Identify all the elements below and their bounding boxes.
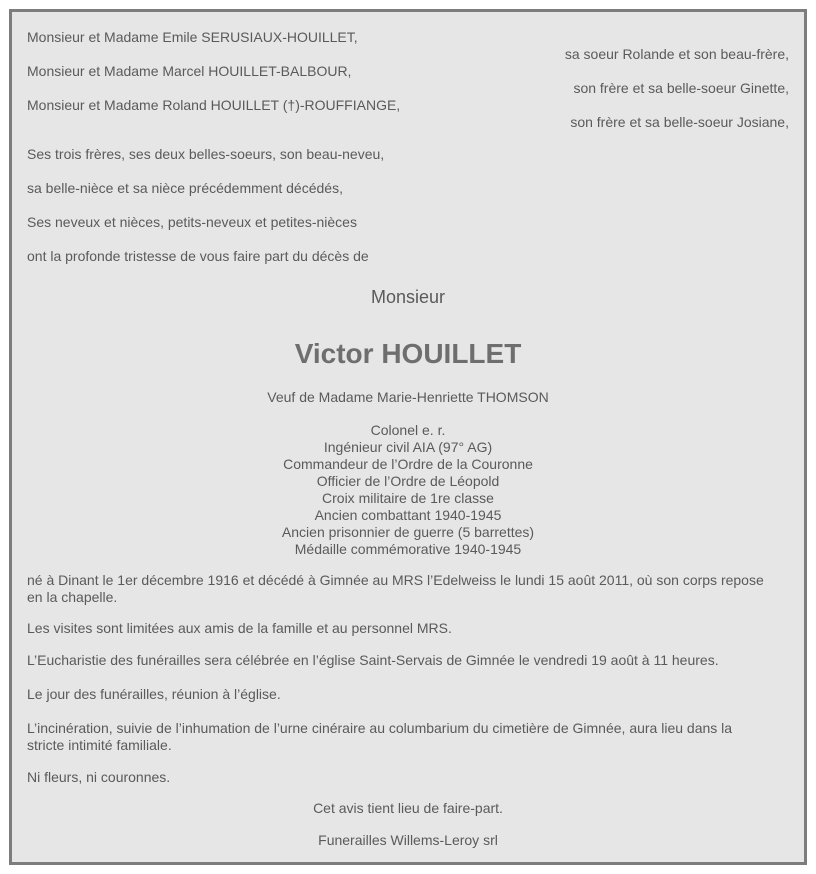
honor-item: Officier de l’Ordre de Léopold [316,473,500,489]
deceased-spouse: Veuf de Madame Marie-Henriette THOMSON [267,389,549,405]
honor-item: Ancien combattant 1940-1945 [314,507,502,523]
honor-item: Colonel e. r. [370,422,446,438]
deceased-name: Victor HOUILLET [294,338,522,369]
obituary-frame [9,9,807,865]
visits-paragraph: Les visites sont limitées aux amis de la famille et au personnel MRS. [27,620,452,636]
birth-death-paragraph: né à Dinant le 1er décembre 1916 et décédé à Gimnée au MRS l’Edelweiss le lundi 15 août 2011, où son corps repose en la chapelle. [27,572,764,605]
family-right-line: son frère et sa belle-soeur Ginette, [573,80,789,96]
honor-item: Médaille commémorative 1940-1945 [294,541,522,557]
intro-line: ont la profonde tristesse de vous faire part du décès de [27,248,369,264]
family-left-line: Monsieur et Madame Emile SERUSIAUX-HOUILLET, [27,29,358,45]
gathering-paragraph: Le jour des funérailles, réunion à l’église. [27,686,281,702]
honor-item: Ingénieur civil AIA (97° AG) [323,439,493,455]
cremation-paragraph: L’incinération, suivie de l’inhumation de l’urne cinéraire au columbarium du cimetière de Gimnée, aura lieu dans la stricte intimité familiale. [27,720,733,753]
family-right-line: sa soeur Rolande et son beau-frère, [564,46,789,62]
honor-item: Ancien prisonnier de guerre (5 barrettes) [281,524,535,540]
intro-line: Ses trois frères, ses deux belles-soeurs, son beau-neveu, [27,146,385,162]
no-flowers-paragraph: Ni fleurs, ni couronnes. [27,769,171,785]
intro-line: sa belle-nièce et sa nièce précédemment décédés, [27,180,343,196]
notice-line: Cet avis tient lieu de faire-part. [313,800,503,816]
honor-item: Commandeur de l’Ordre de la Couronne [283,456,533,472]
family-right-line: son frère et sa belle-soeur Josiane, [570,114,789,130]
honor-item: Croix militaire de 1re classe [322,490,494,506]
honors-list [12,422,804,558]
family-left-line: Monsieur et Madame Roland HOUILLET (†)-ROUFFIANGE, [27,97,401,113]
intro-line: Ses neveux et nièces, petits-neveux et petites-nièces [27,214,357,230]
deceased-title: Monsieur [370,287,446,307]
family-left-line: Monsieur et Madame Marcel HOUILLET-BALBOUR, [27,63,352,79]
funeral-home: Funerailles Willems-Leroy srl [318,832,498,848]
funeral-mass-paragraph: L’Eucharistie des funérailles sera célébrée en l’église Saint-Servais de Gimnée le vendredi 19 août à 11 heures. [27,652,719,668]
